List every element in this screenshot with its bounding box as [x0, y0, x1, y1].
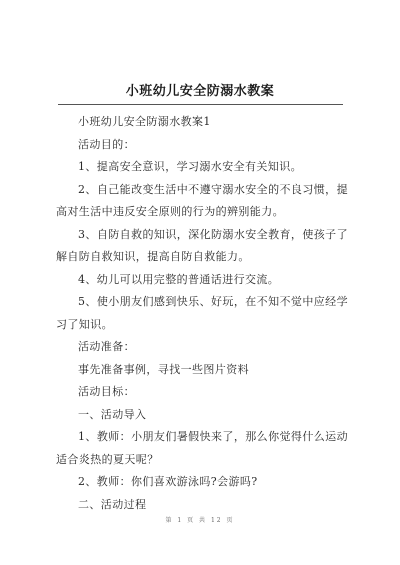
paragraph: 事先准备事例，寻找一些图片资料 [78, 362, 249, 376]
paragraph: 活动目标： [78, 385, 135, 398]
section-heading: 小班幼儿安全防溺水教案1 [78, 115, 211, 128]
paragraph: 二、活动过程 [78, 497, 147, 511]
paragraph: 一、活动导入 [78, 407, 147, 421]
page-footer: 第 1 页 共 12 页 [165, 517, 235, 524]
document-title: 小班幼儿安全防溺水教案 [125, 84, 275, 99]
paragraph: 3、自防自救的知识，深化防溺水安全教育，使孩子了解自防自救知识，提高自防自救能力。 [56, 227, 348, 263]
paragraph: 2、教师：你们喜欢游泳吗?会游吗? [78, 475, 258, 488]
paragraph: 4、幼儿可以用完整的普通话进行交流。 [78, 272, 280, 286]
paragraph: 5、使小朋友们感到快乐、好玩，在不知不觉中应经学习了知识。 [56, 295, 348, 331]
paragraph: 活动准备： [78, 340, 135, 353]
paragraph: 2、自己能改变生活中不遵守溺水安全的不良习惯，提高对生活中违反安全原则的行为的辨别能力。 [56, 182, 348, 218]
paragraph: 1、教师：小朋友们暑假快来了，那么你觉得什么运动适合炎热的夏天呢？ [56, 430, 348, 466]
paragraph: 1、提高安全意识，学习溺水安全有关知识。 [78, 160, 302, 173]
title-divider [58, 104, 343, 105]
paragraph: 活动目的： [78, 137, 135, 151]
document-body [56, 111, 348, 516]
